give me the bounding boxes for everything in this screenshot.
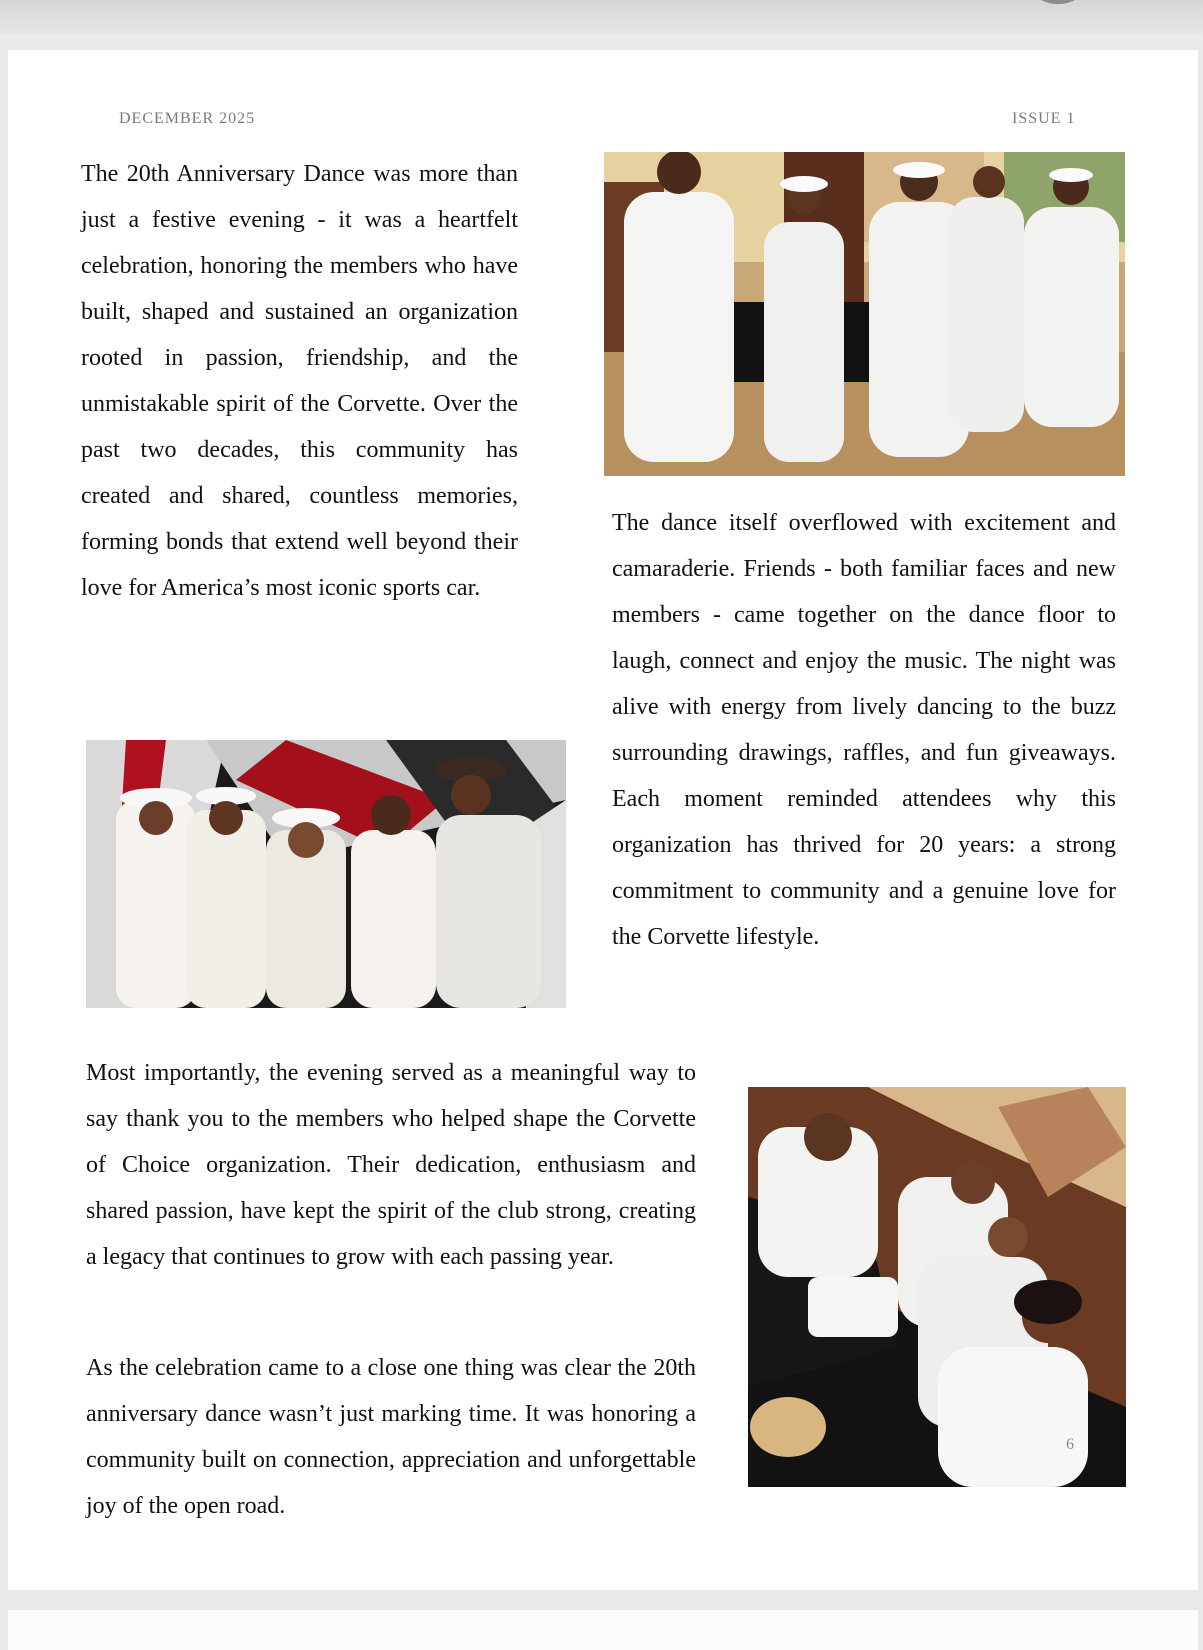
article-paragraph-dance: The dance itself overflowed with excitement and camaraderie. Friends - both familiar faces and new members - came together on the dance floor to laugh, connect and enjoy the music. The night was alive with energy from lively dancing to the buzz surrounding drawings, raffles, and fun giveaways. Each moment reminded attendees why this organization has thrived for 20 years: a strong commitment to community and a genuine love for the Corvette lifestyle. xyxy=(612,510,1116,950)
newsletter-page xyxy=(8,50,1198,1590)
page-number: 6 xyxy=(1066,1436,1074,1453)
viewer-top-bar xyxy=(0,0,1203,34)
article-paragraph-intro: The 20th Anniversary Dance was more than just a festive evening - it was a heartfelt celebration, honoring the members who have built, shaped and sustained an organization rooted in passion, friendship, and the unmistakable spirit of the Corvette. Over the past two decades, this community has created and shared, countless memories, forming bonds that extend well beyond their love for America’s most iconic sports car. xyxy=(81,161,518,601)
article-paragraph-closing: As the celebration came to a close one thing was clear the 20th anniversary dance wasn’t just marking time. It was honoring a community built on connection, appreciation and unforgettable joy of the open road. xyxy=(86,1355,696,1519)
photo-group-draped-backdrop xyxy=(86,740,566,1008)
photo-table-group xyxy=(748,1087,1126,1487)
photo-men-in-white xyxy=(604,152,1125,476)
next-page-edge xyxy=(8,1610,1198,1650)
issue-date: DECEMBER 2025 xyxy=(119,110,256,127)
issue-number: ISSUE 1 xyxy=(1012,110,1076,127)
viewer-control-icon[interactable] xyxy=(1023,0,1093,4)
article-paragraph-thanks: Most importantly, the evening served as a meaningful way to say thank you to the members who helped shape the Corvette of Choice organization. Their dedication, enthusiasm and shared passion, have kept the spirit of the club strong, creating a legacy that continues to grow with each passing year. xyxy=(86,1060,696,1270)
